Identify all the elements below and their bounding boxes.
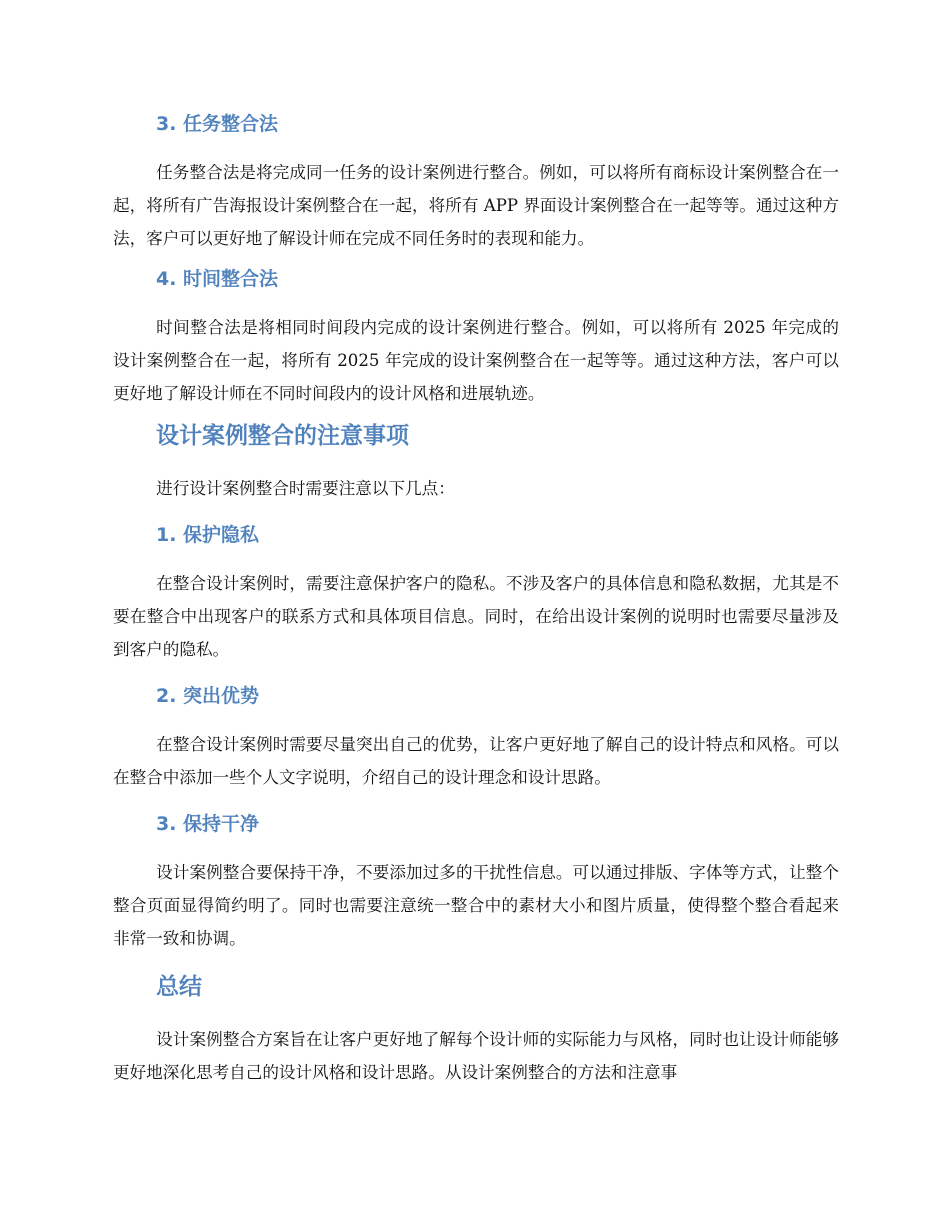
document-content (113, 108, 839, 1089)
paragraph-task-method: 任务整合法是将完成同一任务的设计案例进行整合。例如，可以将所有商标设计案例整合在一起，将所有广告海报设计案例整合在一起，将所有 APP 界面设计案例整合在一起等等。通过这种方法，客户可以更好地了解设计师在完成不同任务时的表现和能力。 (113, 163, 839, 248)
heading-summary: 总结 (156, 974, 202, 1000)
heading-strengths: 2. 突出优势 (156, 685, 260, 707)
paragraph-time-method: 时间整合法是将相同时间段内完成的设计案例进行整合。例如，可以将所有 2025 年完成的设计案例整合在一起，将所有 2025 年完成的设计案例整合在一起等等。通过这种方法，客户可以更好地了解设计师在不同时间段内的设计风格和进展轨迹。 (113, 318, 839, 403)
heading-task-method: 3. 任务整合法 (156, 113, 279, 135)
heading-notes: 设计案例整合的注意事项 (156, 423, 409, 449)
heading-time-method: 4. 时间整合法 (156, 268, 279, 290)
paragraph-strengths: 在整合设计案例时需要尽量突出自己的优势，让客户更好地了解自己的设计特点和风格。可以在整合中添加一些个人文字说明，介绍自己的设计理念和设计思路。 (113, 735, 839, 787)
paragraph-clean: 设计案例整合要保持干净，不要添加过多的干扰性信息。可以通过排版、字体等方式，让整个整合页面显得简约明了。同时也需要注意统一整合中的素材大小和图片质量，使得整个整合看起来非常一致和协调。 (113, 863, 839, 948)
heading-clean: 3. 保持干净 (156, 813, 260, 835)
paragraph-notes-intro: 进行设计案例整合时需要注意以下几点： (156, 479, 455, 498)
heading-privacy: 1. 保护隐私 (156, 524, 260, 546)
paragraph-summary: 设计案例整合方案旨在让客户更好地了解每个设计师的实际能力与风格，同时也让设计师能够更好地深化思考自己的设计风格和设计思路。从设计案例整合的方法和注意事 (113, 1030, 839, 1082)
paragraph-privacy: 在整合设计案例时，需要注意保护客户的隐私。不涉及客户的具体信息和隐私数据，尤其是不要在整合中出现客户的联系方式和具体项目信息。同时，在给出设计案例的说明时也需要尽量涉及到客户的隐私。 (113, 574, 839, 659)
